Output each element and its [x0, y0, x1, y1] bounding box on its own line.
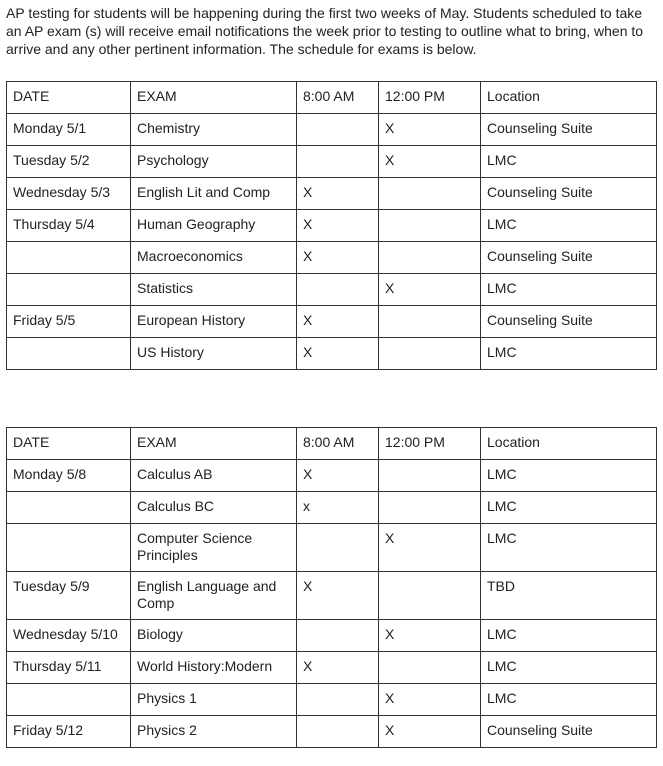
- date-cell: Thursday 5/4: [7, 210, 131, 242]
- am-slot-cell: X: [297, 242, 379, 274]
- exam-header: EXAM: [131, 428, 297, 460]
- date-cell: [7, 524, 131, 572]
- location-header: Location: [481, 82, 657, 114]
- table-row: [7, 114, 657, 146]
- table-row: [7, 684, 657, 716]
- date-cell: Friday 5/12: [7, 716, 131, 748]
- location-cell: LMC: [481, 652, 657, 684]
- exam-cell: Biology: [131, 620, 297, 652]
- location-cell: LMC: [481, 524, 657, 572]
- am-slot-cell: x: [297, 492, 379, 524]
- table-row: [7, 274, 657, 306]
- am-slot-cell: X: [297, 178, 379, 210]
- am-header: 8:00 AM: [297, 428, 379, 460]
- table-row: [7, 146, 657, 178]
- pm-slot-cell: X: [379, 620, 481, 652]
- table-header-row: [7, 428, 657, 460]
- location-cell: LMC: [481, 274, 657, 306]
- date-cell: [7, 274, 131, 306]
- am-slot-cell: X: [297, 460, 379, 492]
- location-cell: TBD: [481, 572, 657, 620]
- date-cell: Tuesday 5/9: [7, 572, 131, 620]
- pm-slot-cell: [379, 338, 481, 370]
- location-cell: Counseling Suite: [481, 178, 657, 210]
- pm-slot-cell: [379, 572, 481, 620]
- exam-cell: Chemistry: [131, 114, 297, 146]
- date-cell: [7, 242, 131, 274]
- table-row: [7, 210, 657, 242]
- table-row: [7, 572, 657, 620]
- exam-cell: Human Geography: [131, 210, 297, 242]
- exam-cell: Physics 2: [131, 716, 297, 748]
- pm-slot-cell: [379, 178, 481, 210]
- intro-paragraph: AP testing for students will be happening during the first two weeks of May. Students scheduled to take an AP exam (s) will receive email notifications the week prior to testing to outline what to bring, when to arrive and any other pertinent information. The schedule for exams is below.: [6, 5, 644, 57]
- am-slot-cell: [297, 684, 379, 716]
- pm-slot-cell: [379, 210, 481, 242]
- exam-cell: Psychology: [131, 146, 297, 178]
- am-slot-cell: [297, 146, 379, 178]
- exam-cell: Physics 1: [131, 684, 297, 716]
- date-cell: Monday 5/8: [7, 460, 131, 492]
- date-cell: Tuesday 5/2: [7, 146, 131, 178]
- location-cell: LMC: [481, 146, 657, 178]
- date-cell: [7, 492, 131, 524]
- am-slot-cell: [297, 524, 379, 572]
- exam-cell: Macroeconomics: [131, 242, 297, 274]
- table-row: [7, 338, 657, 370]
- location-cell: LMC: [481, 684, 657, 716]
- exam-cell: Statistics: [131, 274, 297, 306]
- date-header: DATE: [7, 82, 131, 114]
- location-cell: LMC: [481, 210, 657, 242]
- pm-slot-cell: X: [379, 114, 481, 146]
- table-row: [7, 492, 657, 524]
- exam-header: EXAM: [131, 82, 297, 114]
- table-row: [7, 524, 657, 572]
- pm-slot-cell: [379, 460, 481, 492]
- exam-schedule-week-2: [6, 427, 657, 748]
- am-slot-cell: [297, 716, 379, 748]
- pm-slot-cell: X: [379, 716, 481, 748]
- location-cell: Counseling Suite: [481, 716, 657, 748]
- location-cell: Counseling Suite: [481, 242, 657, 274]
- exam-cell: Calculus AB: [131, 460, 297, 492]
- am-slot-cell: [297, 274, 379, 306]
- location-cell: LMC: [481, 492, 657, 524]
- date-header: DATE: [7, 428, 131, 460]
- pm-header: 12:00 PM: [379, 82, 481, 114]
- date-cell: Thursday 5/11: [7, 652, 131, 684]
- table-row: [7, 652, 657, 684]
- table-row: [7, 460, 657, 492]
- exam-cell: Computer Science Principles: [131, 524, 297, 572]
- am-header: 8:00 AM: [297, 82, 379, 114]
- location-cell: Counseling Suite: [481, 306, 657, 338]
- pm-slot-cell: X: [379, 274, 481, 306]
- am-slot-cell: X: [297, 306, 379, 338]
- exam-cell: English Lit and Comp: [131, 178, 297, 210]
- location-cell: Counseling Suite: [481, 114, 657, 146]
- location-header: Location: [481, 428, 657, 460]
- table-header-row: [7, 82, 657, 114]
- date-cell: Wednesday 5/3: [7, 178, 131, 210]
- exam-cell: US History: [131, 338, 297, 370]
- pm-header: 12:00 PM: [379, 428, 481, 460]
- pm-slot-cell: [379, 242, 481, 274]
- table-row: [7, 242, 657, 274]
- am-slot-cell: X: [297, 210, 379, 242]
- date-cell: [7, 684, 131, 716]
- exam-schedule-week-1: [6, 81, 657, 370]
- exam-cell: English Language and Comp: [131, 572, 297, 620]
- pm-slot-cell: X: [379, 146, 481, 178]
- exam-cell: Calculus BC: [131, 492, 297, 524]
- pm-slot-cell: [379, 652, 481, 684]
- am-slot-cell: X: [297, 338, 379, 370]
- table-row: [7, 716, 657, 748]
- table-row: [7, 306, 657, 338]
- date-cell: Wednesday 5/10: [7, 620, 131, 652]
- am-slot-cell: X: [297, 572, 379, 620]
- table-row: [7, 178, 657, 210]
- pm-slot-cell: X: [379, 524, 481, 572]
- pm-slot-cell: [379, 306, 481, 338]
- exam-cell: European History: [131, 306, 297, 338]
- date-cell: Friday 5/5: [7, 306, 131, 338]
- am-slot-cell: X: [297, 652, 379, 684]
- am-slot-cell: [297, 114, 379, 146]
- pm-slot-cell: [379, 492, 481, 524]
- table-row: [7, 620, 657, 652]
- date-cell: [7, 338, 131, 370]
- exam-cell: World History:Modern: [131, 652, 297, 684]
- location-cell: LMC: [481, 460, 657, 492]
- location-cell: LMC: [481, 338, 657, 370]
- am-slot-cell: [297, 620, 379, 652]
- date-cell: Monday 5/1: [7, 114, 131, 146]
- pm-slot-cell: X: [379, 684, 481, 716]
- location-cell: LMC: [481, 620, 657, 652]
